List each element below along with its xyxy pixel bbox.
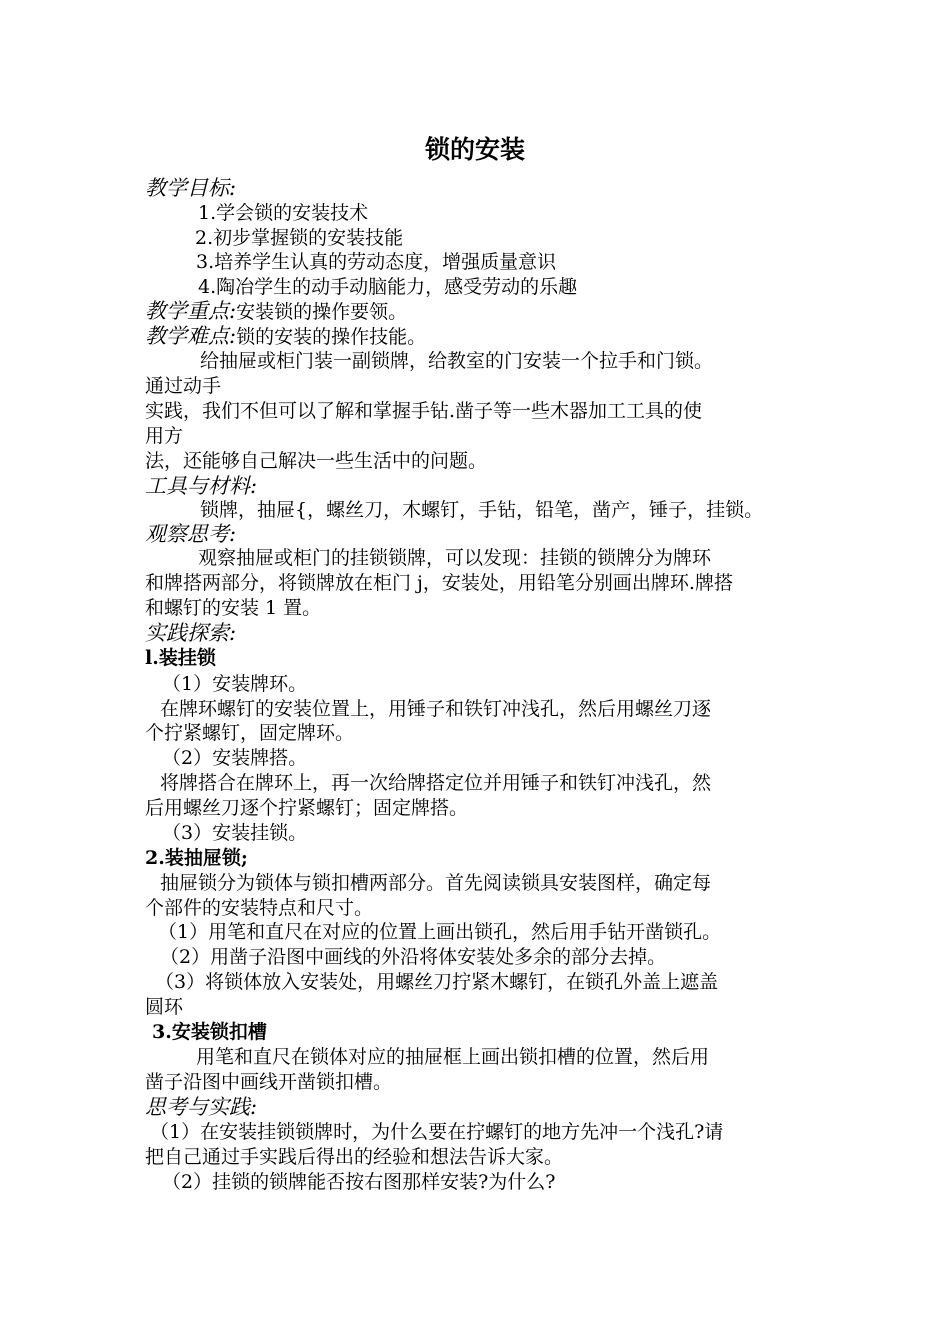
objectives-heading: 教学目标: <box>145 176 237 200</box>
objective-item: 4.陶冶学生的动手动脑能力，感受劳动的乐趣 <box>198 276 578 298</box>
page-title: 锁的安装 <box>424 135 525 164</box>
step-label: （1）安装牌环。 <box>162 673 308 695</box>
difficulty-text: 锁的安装的操作技能。 <box>236 326 427 348</box>
reflection-heading: 思考与实践: <box>145 1095 258 1119</box>
observe-line: 观察抽屉或柜门的挂锁锁牌，可以发现：挂锁的锁牌分为牌环 <box>198 547 712 569</box>
difficulty <box>145 324 815 349</box>
intro-line: 给抽屉或柜门装一副锁牌，给教室的门安装一个拉手和门锁。 <box>200 350 714 372</box>
section-1-title: l.装挂锁 <box>145 647 216 669</box>
step-text: 将牌搭合在牌环上，再一次给牌搭定位并用锤子和铁钉冲浅孔，然 <box>160 772 712 794</box>
difficulty-label: 教学难点: <box>145 324 237 348</box>
step-label: （2）安装牌搭。 <box>162 747 308 769</box>
question-line: 把自己通过手实践后得出的经验和想法告诉大家。 <box>145 1146 564 1168</box>
intro-line: 通过动手 <box>145 375 222 397</box>
observe-heading: 观察思考: <box>145 522 237 546</box>
step-label: （3）安装挂锁。 <box>162 822 308 844</box>
observe-line: 和螺钉的安装 1 置。 <box>145 597 322 619</box>
section-3-title: 3.安装锁扣槽 <box>152 1021 267 1043</box>
intro-line: 实践，我们不但可以了解和掌握手钻.凿子等一些木器加工工具的使 <box>145 400 703 422</box>
question-line: （1）在安装挂锁锁牌时，为什么要在拧螺钉的地方先冲一个浅孔?请 <box>150 1121 724 1143</box>
section-text: 抽屉锁分为锁体与锁扣槽两部分。首先阅读锁具安装图样，确定每 <box>160 872 712 894</box>
key-point-text: 安装锁的操作要领。 <box>236 301 408 323</box>
tools-text: 锁牌，抽屉{，螺丝刀，木螺钉，手钻，铅笔，凿产，锤子，挂锁。 <box>200 499 764 521</box>
section-text: 用笔和直尺在锁体对应的抽屉框上画出锁扣槽的位置，然后用 <box>196 1046 710 1068</box>
step-text: 个拧紧螺钉，固定牌环。 <box>145 722 355 744</box>
step-text: （3）将锁体放入安装处，用螺丝刀拧紧木螺钉，在锁孔外盖上遮盖 <box>155 971 719 993</box>
tools-heading: 工具与材料: <box>145 474 258 498</box>
objective-item: 1.学会锁的安装技术 <box>198 202 369 224</box>
intro-line: 用方 <box>145 425 184 447</box>
step-text: （2）用凿子沿图中画线的外沿将体安装处多余的部分去掉。 <box>160 946 667 968</box>
section-2-title: 2.装抽屉锁; <box>145 847 248 869</box>
step-text: 在牌环螺钉的安装位置上，用锤子和铁钉冲浅孔，然后用螺丝刀逐 <box>160 698 712 720</box>
intro-line: 法，还能够自己解决一些生活中的问题。 <box>145 450 488 472</box>
key-point <box>145 299 815 324</box>
observe-line: 和牌搭两部分，将锁牌放在柜门 j，安装处，用铅笔分别画出牌环.牌搭 <box>145 572 733 594</box>
objective-item: 2.初步掌握锁的安装技能 <box>195 227 404 249</box>
step-text: 后用螺丝刀逐个拧紧螺钉；固定牌搭。 <box>145 797 469 819</box>
key-point-label: 教学重点: <box>145 299 237 323</box>
question-line: （2）挂锁的锁牌能否按右图那样安装?为什么? <box>162 1171 556 1193</box>
section-text: 个部件的安装特点和尺寸。 <box>145 897 374 919</box>
practice-heading: 实践探索: <box>145 621 237 645</box>
step-text: （1）用笔和直尺在对应的位置上画出锁孔，然后用手钻开凿锁孔。 <box>158 921 722 943</box>
step-text: 圆环 <box>145 996 184 1018</box>
section-text: 凿子沿图中画线开凿锁扣槽。 <box>145 1071 393 1093</box>
objective-item: 3.培养学生认真的劳动态度，增强质量意识 <box>196 251 557 273</box>
